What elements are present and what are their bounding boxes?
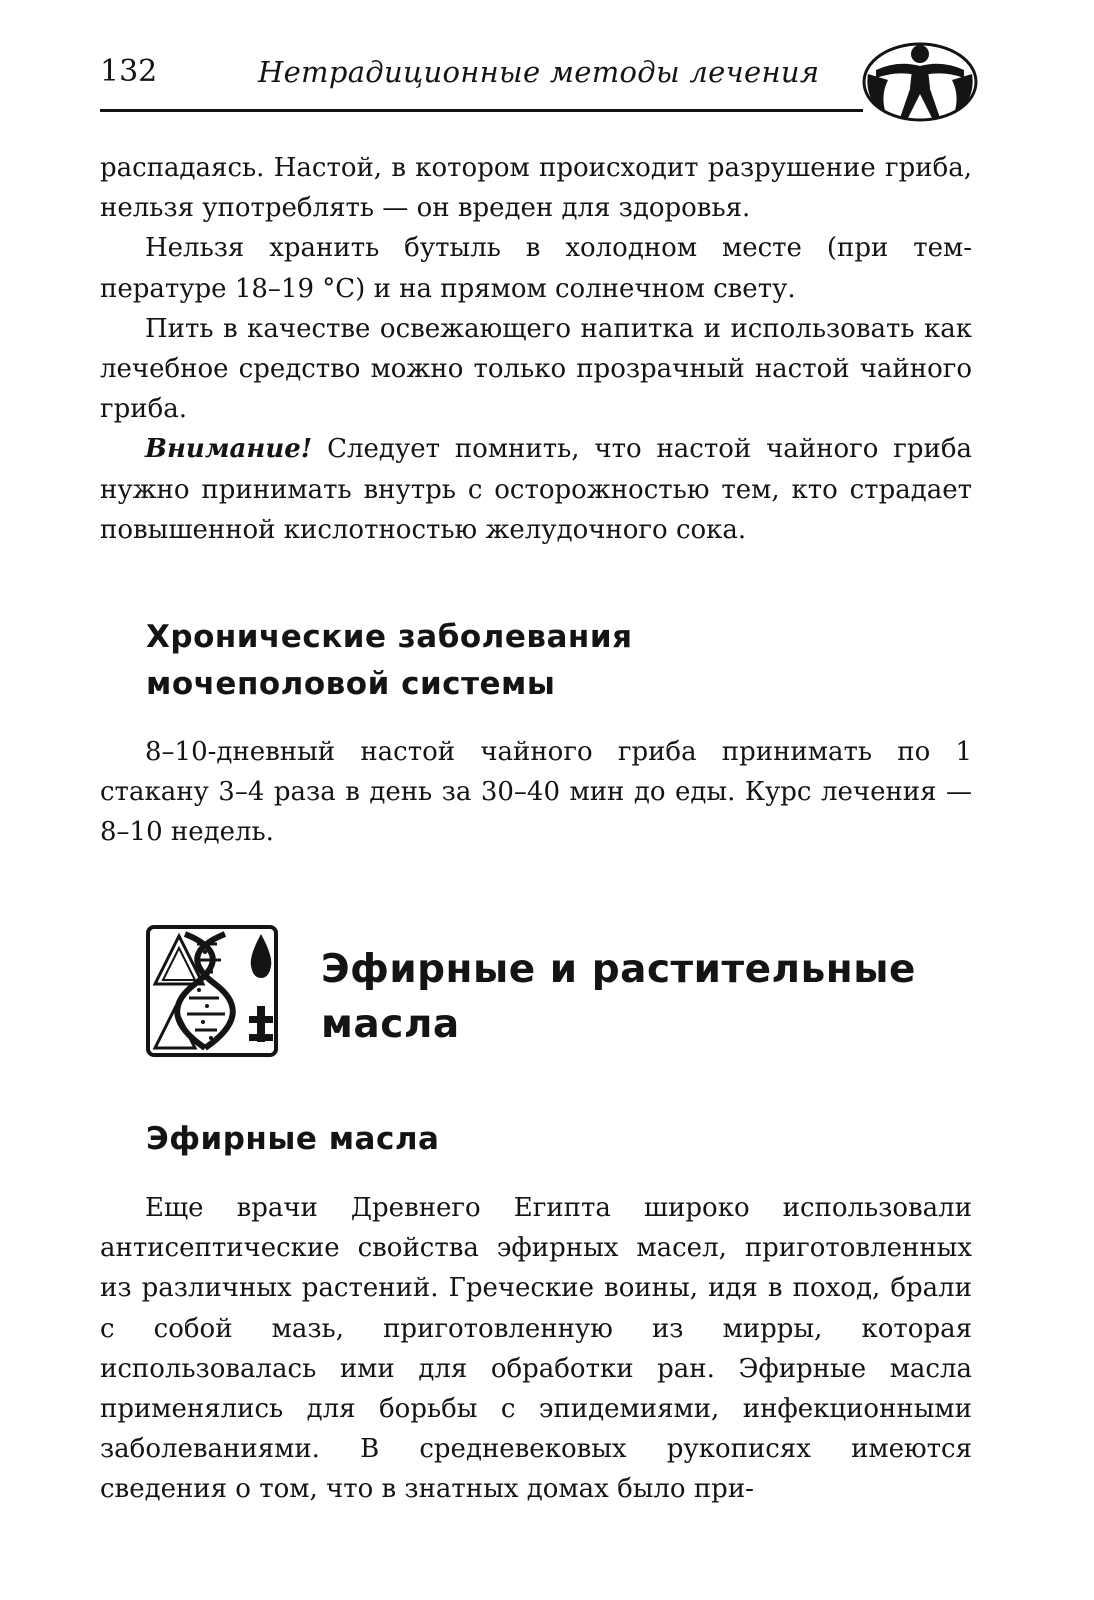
warning-label: Внимание!: [145, 434, 313, 465]
section-3-text: [100, 1188, 972, 1510]
paragraph: 8–10-дневный настой чайного гриба принимать по 1 стакану 3–4 раза в день за 30–40 мин до еды. Курс лечения — 8–10 недель.: [100, 737, 972, 848]
warning-text: Следует помнить, что настой чайного гриба нужно принимать внутрь с осторожностью тем, кто страдает повышенной кислотностью желудочного сока.: [100, 434, 972, 545]
chapter-title-line: Эфирные и растительные: [321, 947, 916, 992]
paragraph: распадаясь. Настой, в котором происходит разрушение гриба, нельзя употреблять — он вреден для здоровья.: [100, 153, 972, 224]
paragraph: Пить в качестве освежающего напитка и использовать как лечебное средство можно только прозрачный настой чайного гриба.: [100, 313, 972, 425]
section-heading-line: Хронические заболевания: [146, 619, 633, 655]
running-title: Нетрадиционные методы лечения: [258, 55, 820, 89]
section-1-text: [100, 148, 972, 550]
section-2-text: [100, 732, 972, 853]
warning-paragraph: [100, 429, 972, 550]
section-heading: [146, 614, 846, 708]
paragraph: Нельзя хранить бутыль в холодном месте (при температуре 18–19 °С) и на прямом солнечном свету.: [100, 233, 972, 304]
page-number: 132: [100, 54, 158, 89]
running-header: [100, 40, 980, 120]
section-heading-line: мочеполовой системы: [146, 666, 556, 702]
section-heading: Эфирные масла: [146, 1121, 440, 1157]
figure-emblem-icon: [858, 40, 982, 124]
paragraph: Еще врачи Древнего Египта широко использовали антисептические свойства эфирных масел, приготовленных из различных растений. Греческие воины, идя в поход, брали с собой мазь, приготовленную из мирры, которая использовалась ими для обработки ран. Эфирные масла применялись для борьбы с эпидемиями, инфекционными заболеваниями. В средневековых рукописях имеются сведения о том, что в знатных домах было при-: [100, 1193, 972, 1505]
header-rule: [100, 109, 863, 112]
chapter-title-line: масла: [321, 1002, 460, 1047]
chapter-title: [321, 942, 981, 1052]
dna-helix-drop-icon: [145, 924, 279, 1058]
